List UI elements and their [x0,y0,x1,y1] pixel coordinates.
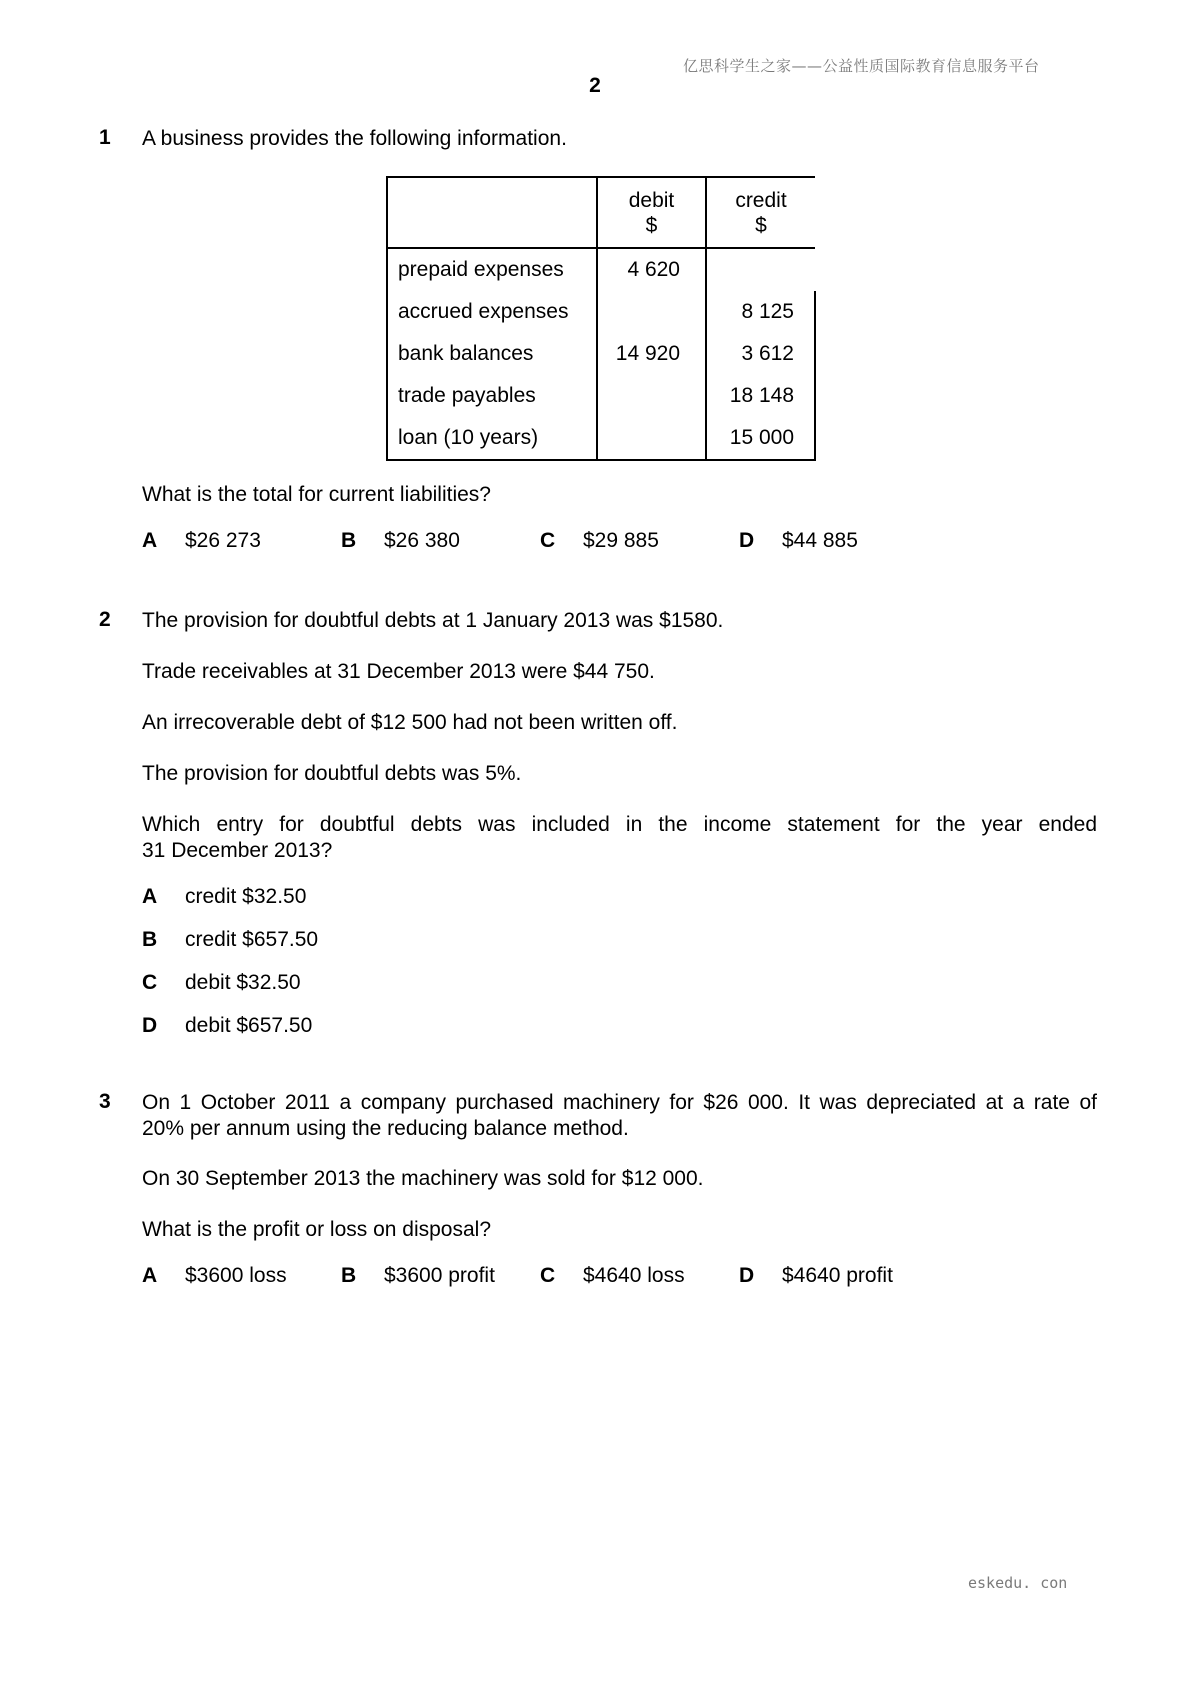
table-row [387,291,815,333]
table-row [387,375,815,417]
question-prompt: What is the profit or loss on disposal? [142,1218,492,1241]
option-letter: A [142,529,158,552]
question-stem: A business provides the following information. [142,127,567,150]
question-number: 1 [99,126,111,149]
row-debit: 14 920 [597,333,706,375]
row-credit: 18 148 [706,375,815,417]
table-header-credit [706,177,815,248]
option-text: debit $32.50 [185,971,301,994]
row-debit [597,375,706,417]
table-row [387,333,815,375]
option-text: $4640 profit [782,1264,893,1287]
question-prompt: What is the total for current liabilities? [142,483,491,506]
row-credit [706,248,815,291]
option-letter: D [142,1014,158,1037]
question-line: An irrecoverable debt of $12 500 had not been written off. [142,711,678,734]
table-row [387,417,815,460]
row-debit [597,291,706,333]
option-letter: C [540,1264,556,1287]
credit-unit: $ [755,213,767,237]
option-text: $4640 loss [583,1264,685,1287]
question-prompt: Which entry for doubtful debts was included in the income statement for the year ended [142,813,1097,836]
table-row [387,248,815,291]
option-text: $3600 profit [384,1264,495,1287]
option-text: debit $657.50 [185,1014,313,1037]
row-label: loan (10 years) [387,417,597,460]
question-line: On 30 September 2013 the machinery was sold for $12 000. [142,1167,704,1190]
option-text: $26 380 [384,529,460,552]
question-line: The provision for doubtful debts was 5%. [142,762,522,785]
credit-label: credit [735,188,787,212]
question-line: Trade receivables at 31 December 2013 were $44 750. [142,660,655,683]
row-credit: 8 125 [706,291,815,333]
footer-watermark: eskedu. con [968,1574,1068,1592]
row-label: accrued expenses [387,291,597,333]
option-letter: A [142,1264,158,1287]
question-prompt-cont: 31 December 2013? [142,839,333,862]
option-text: $44 885 [782,529,858,552]
option-letter: A [142,885,158,908]
row-label: trade payables [387,375,597,417]
row-label: bank balances [387,333,597,375]
option-letter: C [142,971,158,994]
page-number: 2 [589,74,601,97]
question-number: 3 [99,1090,111,1113]
option-text: $3600 loss [185,1264,287,1287]
row-debit [597,417,706,460]
row-credit: 3 612 [706,333,815,375]
option-letter: C [540,529,556,552]
row-label: prepaid expenses [387,248,597,291]
question-stem-cont: 20% per annum using the reducing balance method. [142,1117,629,1140]
accounts-table [386,176,816,461]
question-line: The provision for doubtful debts at 1 January 2013 was $1580. [142,609,724,632]
debit-label: debit [628,188,675,212]
option-letter: B [341,529,357,552]
question-stem: On 1 October 2011 a company purchased machinery for $26 000. It was depreciated at a rate of [142,1091,1097,1114]
option-text: $26 273 [185,529,261,552]
option-letter: D [739,529,755,552]
question-number: 2 [99,608,111,631]
option-text: credit $32.50 [185,885,307,908]
option-text: $29 885 [583,529,659,552]
header-watermark: 亿思科学生之家——公益性质国际教育信息服务平台 [683,57,1040,75]
option-letter: D [739,1264,755,1287]
row-credit: 15 000 [706,417,815,460]
debit-unit: $ [645,213,658,237]
option-letter: B [142,928,158,951]
option-text: credit $657.50 [185,928,319,951]
row-debit: 4 620 [597,248,706,291]
option-letter: B [341,1264,357,1287]
table-header-blank [387,177,597,248]
table-header-debit [597,177,706,248]
